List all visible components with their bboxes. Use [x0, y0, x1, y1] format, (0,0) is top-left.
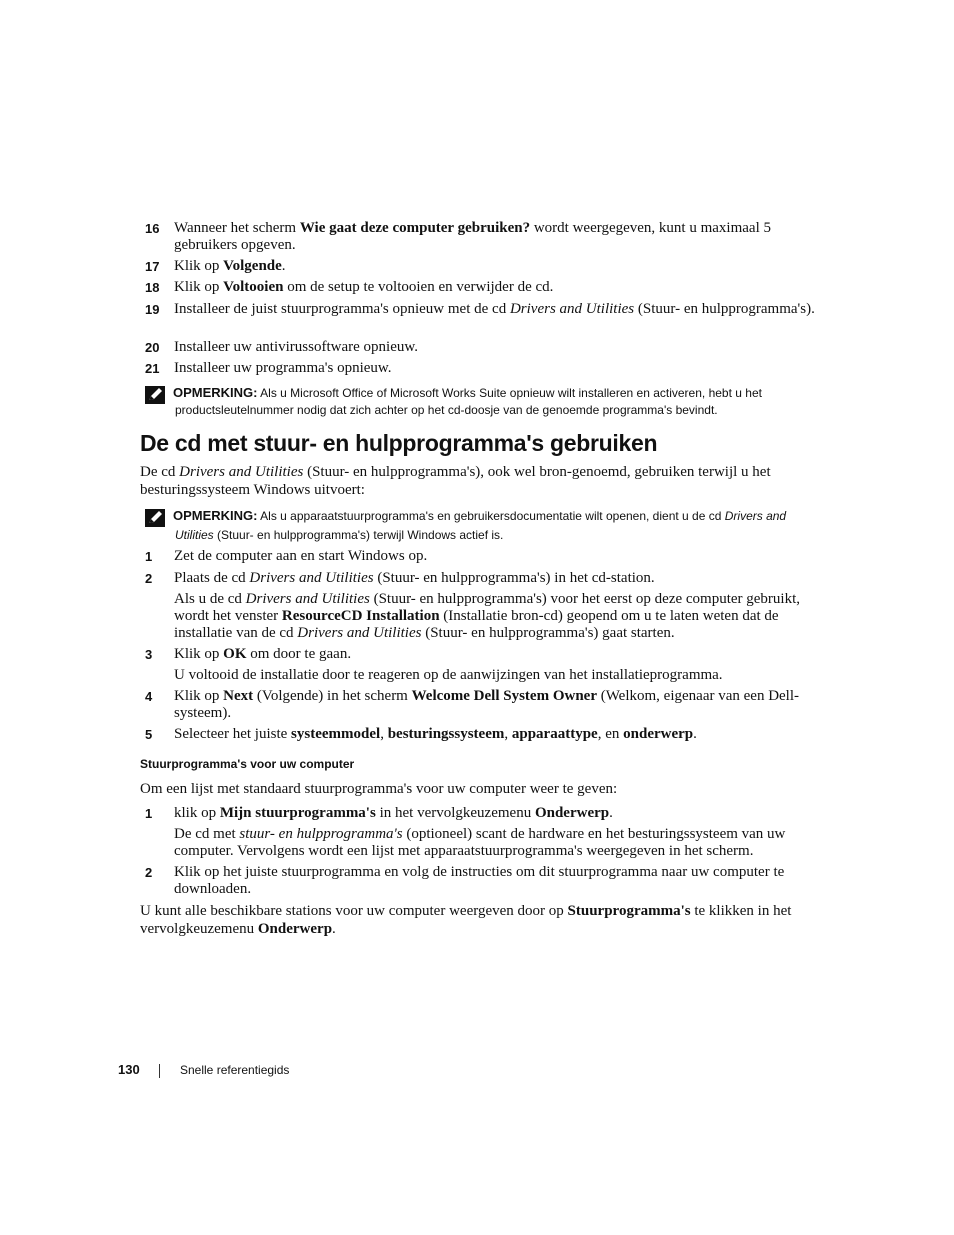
- step-detail: Als u de cd Drivers and Utilities (Stuur- en hulpprogramma's) voor het eerst op deze computer gebruikt, wordt het venster ResourceCD Installation (Installatie bron-cd) geopend om u te laten weten dat de installatie van de cd Drivers and Utilities (Stuur- en hulpprogramma's) gaat starten.: [174, 591, 801, 641]
- step-number: 17: [145, 259, 160, 274]
- pencil-note-icon: [145, 509, 165, 527]
- step-number: 1: [145, 549, 153, 564]
- step-number: 21: [145, 361, 160, 376]
- step-number: 3: [145, 647, 153, 662]
- step-number: 5: [145, 727, 153, 742]
- step-detail: U voltooid de installatie door te reageren op de aanwijzingen van het installatieprogramma.: [174, 667, 723, 683]
- note-label: OPMERKING:: [173, 385, 258, 400]
- intro-paragraph: De cd Drivers and Utilities (Stuur- en hulpprogramma's), ook wel bron-genoemd, gebruiken terwijl u het besturingssysteem Windows uitvoert:: [140, 464, 771, 498]
- pencil-note-icon: [145, 386, 165, 404]
- subheading: Stuurprogramma's voor uw computer: [140, 757, 355, 771]
- step-number: 4: [145, 689, 153, 704]
- step-text: Klik op het juiste stuurprogramma en volg de instructies om dit stuurprogramma naar uw computer te downloaden.: [174, 864, 785, 897]
- step-number: 16: [145, 221, 160, 236]
- step-text: Zet de computer aan en start Windows op.: [174, 548, 428, 564]
- footer-divider: [159, 1064, 160, 1078]
- sub-intro: Om een lijst met standaard stuurprogramma's voor uw computer weer te geven:: [140, 781, 618, 797]
- step-text: Installeer uw antivirussoftware opnieuw.: [174, 339, 418, 355]
- step-number: 2: [145, 865, 153, 880]
- closing-paragraph: U kunt alle beschikbare stations voor uw computer weergeven door op Stuurprogramma's te klikken in het vervolgkeuzemenu Onderwerp.: [140, 903, 792, 937]
- step-detail: De cd met stuur- en hulpprogramma's (optioneel) scant de hardware en het besturingssysteem van uw computer. Vervolgens wordt een lijst met apparaatstuurprogramma's weergegeven in het scherm.: [174, 826, 786, 859]
- step-text: Selecteer het juiste systeemmodel, besturingssysteem, apparaattype, en onderwerp.: [174, 726, 697, 742]
- step-text: Plaats de cd Drivers and Utilities (Stuur- en hulpprogramma's) in het cd-station.: [174, 570, 655, 586]
- step-text: Klik op Next (Volgende) in het scherm Welcome Dell System Owner (Welkom, eigenaar van een Dell-systeem).: [174, 688, 800, 721]
- note-text: Als u Microsoft Office of Microsoft Works Suite opnieuw wilt installeren en activeren, hebt u het: [260, 386, 762, 400]
- step-text: Installeer uw programma's opnieuw.: [174, 360, 392, 376]
- step-text: Klik op Voltooien om de setup te voltooien en verwijder de cd.: [174, 279, 554, 295]
- step-number: 18: [145, 280, 160, 295]
- step-text: Installeer de juist stuurprogramma's opnieuw met de cd Drivers and Utilities (Stuur- en hulpprogramma's).: [174, 301, 815, 317]
- page-number: 130: [118, 1062, 140, 1077]
- step-number: 1: [145, 806, 153, 821]
- step-text: Klik op Volgende.: [174, 258, 286, 274]
- note-text-line2: productsleutelnummer nodig dat zich achter op het cd-doosje van de genoemde programma's bevindt.: [175, 403, 718, 417]
- section-title: De cd met stuur- en hulpprogramma's gebruiken: [140, 430, 658, 456]
- footer-guide-title: Snelle referentiegids: [180, 1063, 290, 1077]
- note-label: OPMERKING:: [173, 508, 258, 523]
- step-number: 19: [145, 302, 160, 317]
- step-text: Wanneer het scherm Wie gaat deze computer gebruiken? wordt weergegeven, kunt u maximaal 5 gebruikers opgeven.: [174, 220, 771, 253]
- step-number: 20: [145, 340, 160, 355]
- step-number: 2: [145, 571, 153, 586]
- step-text: Klik op OK om door te gaan.: [174, 646, 352, 662]
- step-text: klik op Mijn stuurprogramma's in het vervolgkeuzemenu Onderwerp.: [174, 805, 613, 821]
- note-text-line2: Utilities (Stuur- en hulpprogramma's) terwijl Windows actief is.: [175, 528, 504, 542]
